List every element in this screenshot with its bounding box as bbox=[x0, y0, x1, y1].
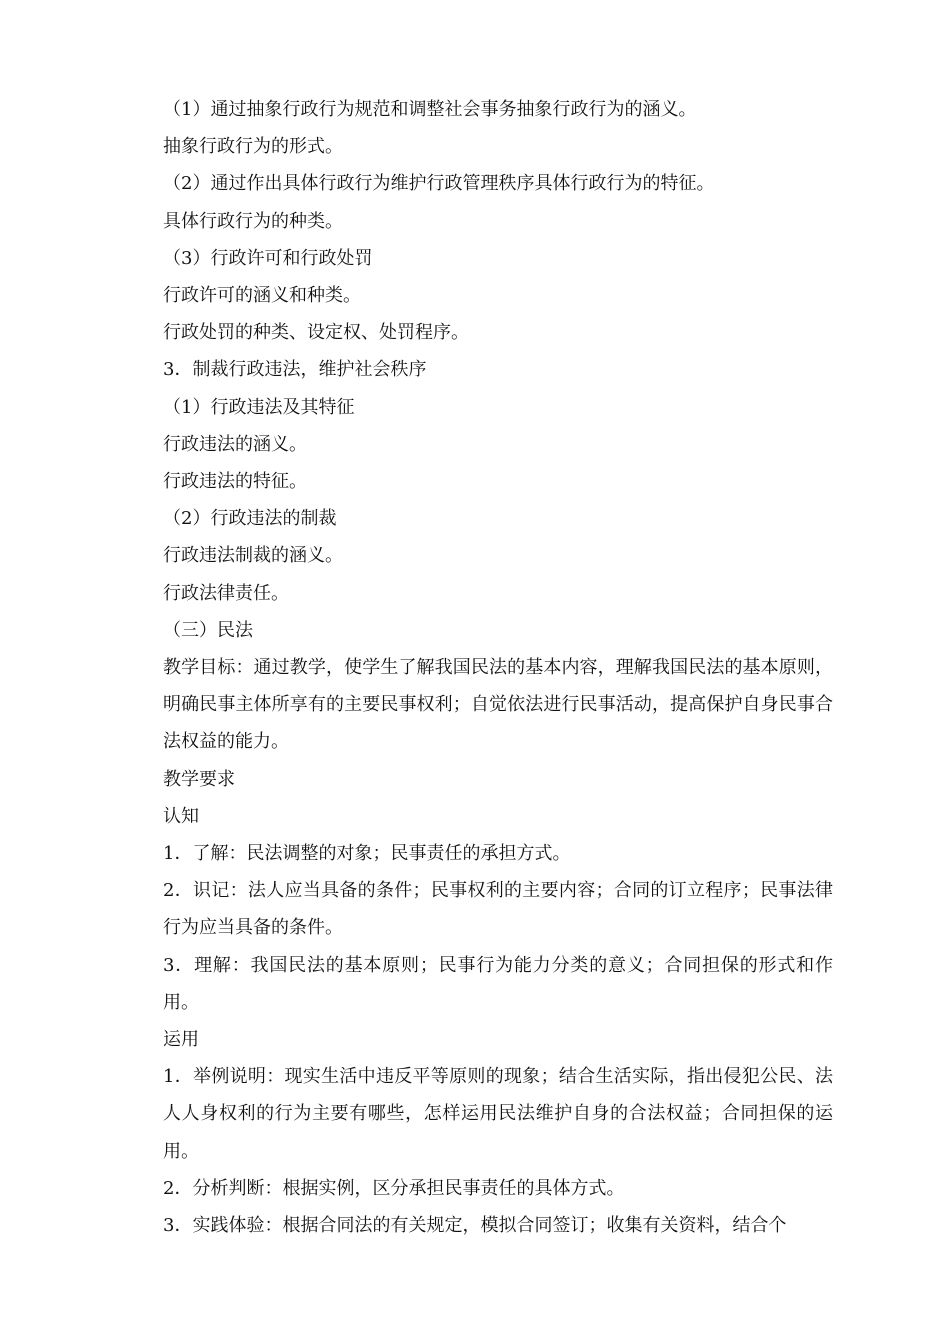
paragraph: 具体行政行为的种类。 bbox=[163, 210, 343, 232]
paragraph: 抽象行政行为的形式。 bbox=[163, 136, 343, 158]
paragraph: 行政违法的特征。 bbox=[163, 471, 307, 493]
document-body bbox=[163, 91, 833, 1244]
paragraph: （1）行政违法及其特征 bbox=[163, 396, 355, 418]
paragraph: 3．理解：我国民法的基本原则；民事行为能力分类的意义；合同担保的形式和作用。 bbox=[163, 954, 833, 1013]
paragraph: 教学目标：通过教学，使学生了解我国民法的基本内容，理解我国民法的基本原则，明确民事主体所享有的主要民事权利；自觉依法进行民事活动，提高保护自身民事合法权益的能力。 bbox=[163, 657, 833, 753]
paragraph: （1）通过抽象行政行为规范和调整社会事务抽象行政行为的涵义。 bbox=[163, 99, 697, 120]
subheading: 认知 bbox=[163, 805, 199, 827]
paragraph: （2）通过作出具体行政行为维护行政管理秩序具体行政行为的特征。 bbox=[163, 173, 715, 195]
paragraph: （3）行政许可和行政处罚 bbox=[163, 247, 373, 269]
section-heading: （三）民法 bbox=[163, 619, 253, 641]
paragraph: 行政处罚的种类、设定权、处罚程序。 bbox=[163, 322, 469, 344]
paragraph: 行政许可的涵义和种类。 bbox=[163, 285, 361, 307]
paragraph: 行政违法制裁的涵义。 bbox=[163, 545, 343, 567]
paragraph: 行政违法的涵义。 bbox=[163, 433, 307, 455]
paragraph: 1．举例说明：现实生活中违反平等原则的现象；结合生活实际，指出侵犯公民、法人人身权利的行为主要有哪些，怎样运用民法维护自身的合法权益；合同担保的运用。 bbox=[163, 1066, 833, 1162]
paragraph: 2．识记：法人应当具备的条件；民事权利的主要内容；合同的订立程序；民事法律行为应当具备的条件。 bbox=[163, 880, 833, 939]
subheading: 运用 bbox=[163, 1029, 199, 1051]
paragraph: 3．实践体验：根据合同法的有关规定，模拟合同签订；收集有关资料，结合个 bbox=[163, 1215, 787, 1237]
paragraph: 1．了解：民法调整的对象；民事责任的承担方式。 bbox=[163, 843, 571, 865]
paragraph: 2．分析判断：根据实例，区分承担民事责任的具体方式。 bbox=[163, 1177, 625, 1199]
paragraph: （2）行政违法的制裁 bbox=[163, 508, 337, 530]
subheading: 教学要求 bbox=[163, 768, 235, 790]
paragraph: 3．制裁行政违法，维护社会秩序 bbox=[163, 359, 427, 381]
paragraph: 行政法律责任。 bbox=[163, 582, 289, 604]
